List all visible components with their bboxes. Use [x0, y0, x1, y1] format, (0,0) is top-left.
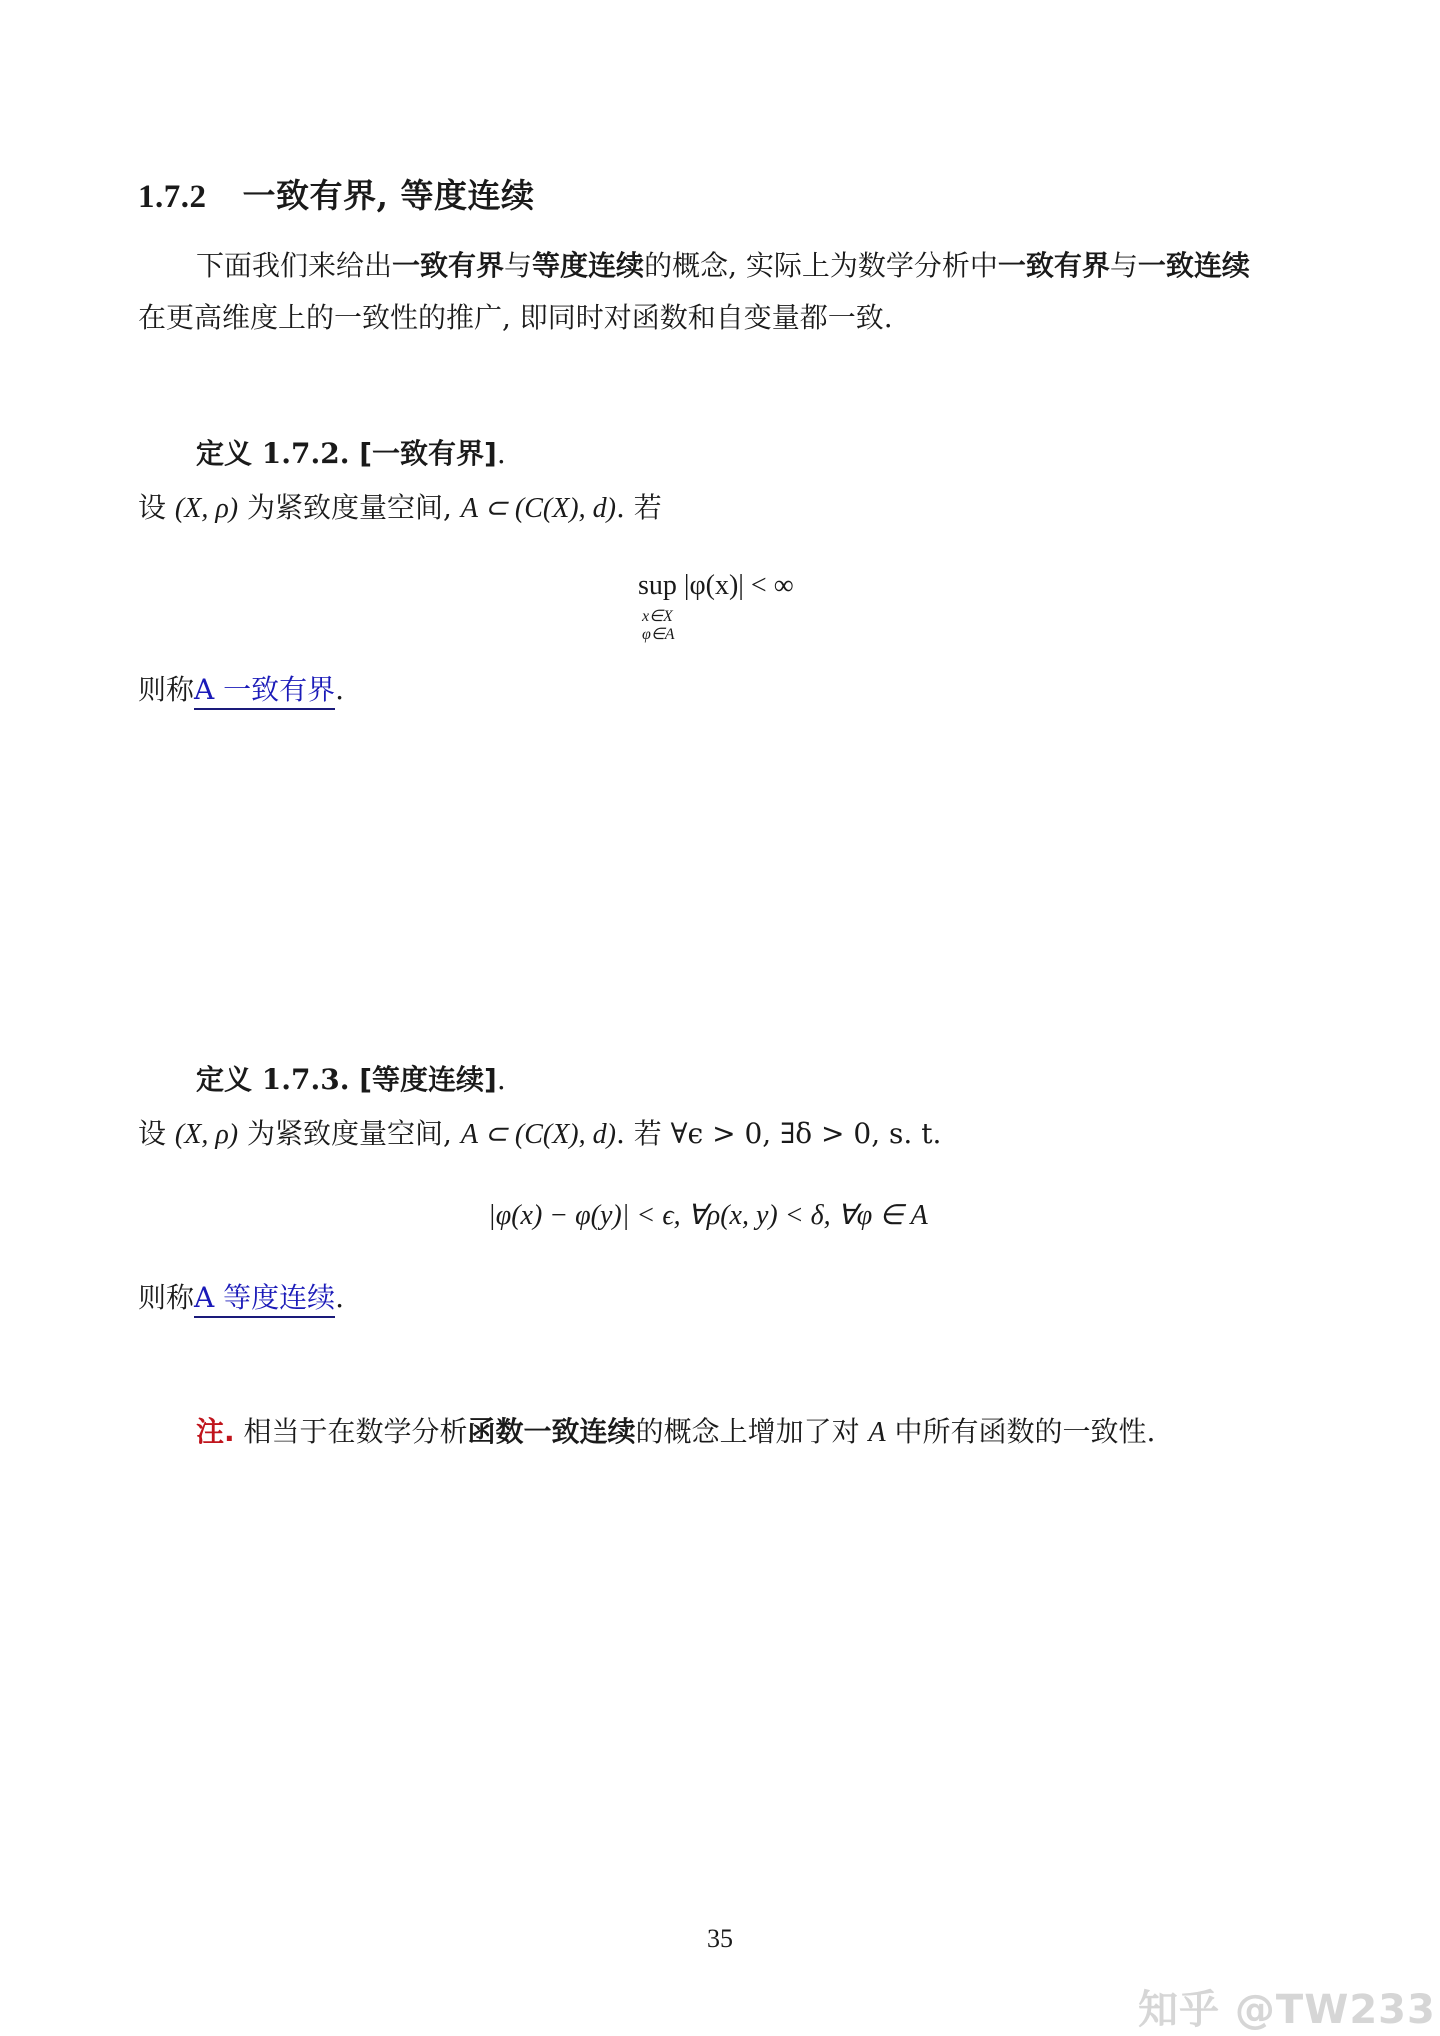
function-set: A ⊂ (C(X), d)	[460, 493, 616, 524]
note-variable: A	[868, 1417, 886, 1448]
definition-label: 定义 1.7.3.	[196, 1063, 350, 1096]
note-text: 中所有函数的一致性.	[885, 1415, 1156, 1448]
definition-tag: [等度连续]	[359, 1063, 497, 1096]
note	[196, 1406, 1155, 1459]
premise-text: . 若 ∀ϵ > 0, ∃δ > 0, s. t.	[615, 1117, 942, 1150]
conclusion-text: .	[335, 1281, 345, 1314]
metric-space: (X, ρ)	[174, 1119, 239, 1150]
definition-heading	[196, 1058, 506, 1098]
intro-bold-term: 等度连续	[532, 249, 645, 282]
term-link[interactable]: A 一致有界	[194, 673, 335, 710]
premise-text: 设	[138, 491, 175, 524]
section-title: 一致有界, 等度连续	[242, 176, 535, 215]
metric-space: (X, ρ)	[174, 493, 239, 524]
intro-line-1	[196, 240, 1250, 292]
section-heading	[138, 170, 534, 217]
definition-conclusion	[138, 1272, 344, 1324]
subscript-line: φ∈A	[642, 626, 675, 643]
definition-premise	[138, 482, 662, 535]
note-text: 的概念上增加了对	[635, 1415, 869, 1448]
premise-text: 设	[138, 1117, 175, 1150]
definition-label: 定义 1.7.2.	[196, 437, 350, 470]
note-bold-term: 函数一致连续	[467, 1415, 636, 1448]
term-link[interactable]: A 等度连续	[194, 1281, 335, 1318]
formula-main: sup |φ(x)| < ∞	[638, 570, 794, 601]
subscript-line: x∈X	[642, 608, 673, 625]
sup-formula	[638, 570, 794, 643]
definition-conclusion	[138, 664, 344, 716]
note-text: 相当于在数学分析	[234, 1415, 468, 1448]
equicontinuity-formula: |φ(x) − φ(y)| < ϵ, ∀ρ(x, y) < δ, ∀φ ∈ A	[488, 1200, 928, 1231]
definition-period: .	[496, 437, 506, 470]
intro-text: 与	[1109, 249, 1138, 282]
function-set: A ⊂ (C(X), d)	[460, 1119, 616, 1150]
note-label: 注.	[196, 1415, 235, 1448]
premise-text: . 若	[615, 491, 662, 524]
definition-tag: [一致有界]	[359, 437, 497, 470]
definition-heading	[196, 432, 506, 472]
premise-text: 为紧致度量空间,	[238, 1117, 461, 1150]
intro-text: 与	[504, 249, 533, 282]
premise-text: 为紧致度量空间,	[238, 491, 461, 524]
watermark: 知乎 @TW233	[1138, 1987, 1436, 2033]
intro-bold-term: 一致有界	[392, 249, 505, 282]
intro-bold-term: 一致连续	[1137, 249, 1250, 282]
intro-line-2: 在更高维度上的一致性的推广, 即同时对函数和自变量都一致.	[138, 301, 893, 334]
intro-text: 下面我们来给出	[196, 249, 393, 282]
conclusion-text: .	[335, 673, 345, 706]
conclusion-text: 则称	[138, 673, 195, 706]
section-number: 1.7.2	[138, 179, 207, 215]
conclusion-text: 则称	[138, 1281, 195, 1314]
intro-text: 的概念, 实际上为数学分析中	[644, 249, 998, 282]
definition-period: .	[496, 1063, 506, 1096]
intro-bold-term: 一致有界	[997, 249, 1110, 282]
formula-subscript	[642, 608, 675, 644]
definition-premise	[138, 1108, 941, 1161]
page-number: 35	[707, 1924, 733, 1953]
